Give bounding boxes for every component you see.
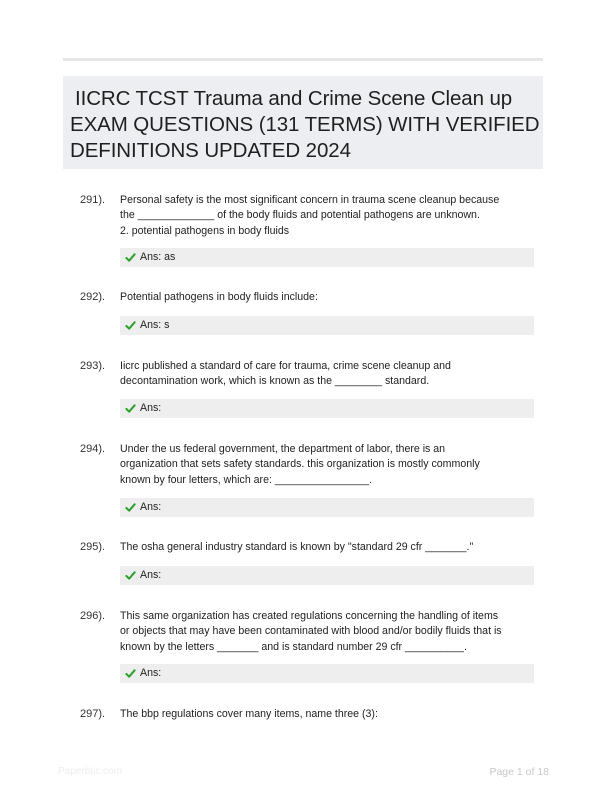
answer-box (120, 248, 534, 267)
answer-text: Ans: (140, 501, 162, 513)
question-line: known by the letters _______ and is standard number 29 cfr __________. (120, 640, 467, 653)
question-number: 292). (80, 291, 106, 303)
question-text (120, 707, 540, 722)
title-line-2: EXAM QUESTIONS (131 TERMS) WITH VERIFIED (70, 113, 540, 136)
answer-box (120, 566, 534, 585)
question-number: 296). (80, 610, 106, 622)
check-icon (125, 320, 136, 331)
question-number: 295). (80, 541, 106, 553)
check-icon (125, 502, 136, 513)
question-number: 297). (80, 708, 106, 720)
question-line: The bbp regulations cover many items, name three (3): (120, 708, 378, 720)
question-line: organization that sets safety standards. this organization is mostly commonly (120, 458, 480, 471)
footer-watermark: Paperbtic.com (58, 766, 122, 777)
check-icon (125, 403, 136, 414)
check-icon (125, 252, 136, 263)
question-text (120, 193, 540, 239)
question-line: known by four letters, which are: ________________. (120, 473, 373, 486)
question-number: 291). (80, 194, 106, 206)
question-line: This same organization has created regulations concerning the handling of items (120, 610, 499, 622)
question-number: 294). (80, 443, 106, 455)
question-text (120, 609, 540, 655)
title-line-1: IICRC TCST Trauma and Crime Scene Clean up (75, 87, 513, 110)
question-text (120, 359, 540, 390)
question-line: Personal safety is the most significant concern in trauma scene cleanup because (120, 194, 500, 206)
question-line: decontamination work, which is known as the ________ standard. (120, 375, 430, 388)
answer-box (120, 399, 534, 418)
question-line: Iicrc published a standard of care for trauma, crime scene cleanup and (120, 360, 451, 372)
question-line: or objects that may have been contaminated with blood and/or bodily fluids that is (120, 625, 502, 638)
answer-box (120, 664, 534, 683)
page-number: Page 1 of 18 (489, 766, 549, 778)
answer-text: Ans: (140, 569, 162, 581)
question-number: 293). (80, 360, 106, 372)
answer-text: Ans: as (140, 251, 176, 263)
answer-box (120, 316, 534, 335)
answer-text: Ans: s (140, 319, 170, 331)
question-text (120, 290, 540, 305)
check-icon (125, 570, 136, 581)
answer-box (120, 498, 534, 517)
title-line-3: DEFINITIONS UPDATED 2024 (70, 139, 351, 162)
question-line: The osha general industry standard is known by "standard 29 cfr _______." (120, 541, 474, 553)
question-text (120, 540, 540, 555)
answer-text: Ans: (140, 667, 162, 679)
question-line: the _____________ of the body fluids and potential pathogens are unknown. (120, 209, 480, 222)
question-line: Potential pathogens in body fluids include: (120, 291, 318, 303)
question-line: Under the us federal government, the department of labor, there is an (120, 443, 446, 455)
top-divider (63, 58, 543, 61)
document-title-box (63, 76, 543, 169)
answer-text: Ans: (140, 402, 162, 414)
check-icon (125, 668, 136, 679)
question-line: 2. potential pathogens in body fluids (120, 224, 290, 237)
question-text (120, 442, 540, 488)
